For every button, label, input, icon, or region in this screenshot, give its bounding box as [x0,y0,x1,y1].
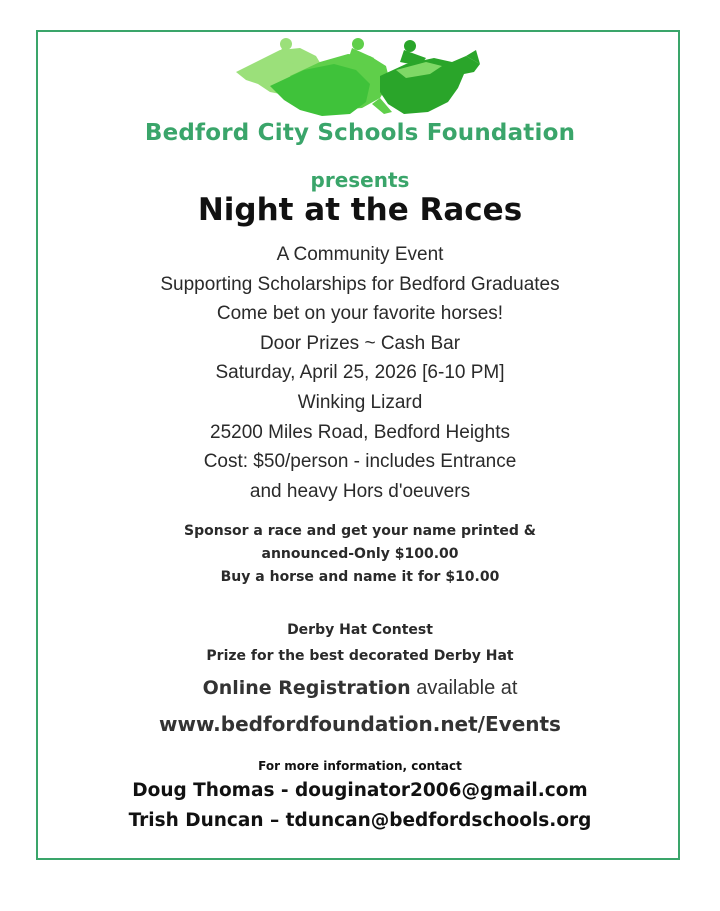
detail-line: Supporting Scholarships for Bedford Graduates [160,273,560,295]
venue-name: Winking Lizard [297,391,423,413]
cost-line-continued: and heavy Hors d'oeuvers [249,480,471,502]
sponsor-line: announced-Only $100.00 [261,546,459,562]
derby-hat-contest [0,617,720,669]
venue-address: 25200 Miles Road, Bedford Heights [210,421,510,443]
event-details [0,240,720,506]
detail-line: Come bet on your favorite horses! [216,303,504,325]
event-date: Saturday, April 25, 2026 [6-10 PM] [215,362,505,384]
detail-line: A Community Event [276,244,444,265]
more-info-label: For more information, contact [258,759,462,773]
online-registration [0,677,720,700]
sponsor-line: Sponsor a race and get your name printed & [184,523,536,539]
registration-bold: Online Registration [202,677,411,699]
contact-trish-duncan: Trish Duncan – tduncan@bedfordschools.org [128,810,592,831]
organization-name: Bedford City Schools Foundation [144,120,576,146]
registration-url: www.bedfordfoundation.net/Events [159,712,561,736]
event-title: Night at the Races [197,192,523,228]
contact-doug-thomas: Doug Thomas - douginator2006@gmail.com [132,780,588,801]
detail-line: Door Prizes ~ Cash Bar [259,332,461,354]
sponsor-info [0,520,720,589]
derby-line: Derby Hat Contest [287,622,433,638]
derby-line: Prize for the best decorated Derby Hat [206,648,514,664]
presents-label: presents [310,168,410,192]
cost-line: Cost: $50/person - includes Entrance [203,451,517,473]
racing-horses-icon [230,36,492,116]
registration-rest: available at [410,677,518,699]
sponsor-line: Buy a horse and name it for $10.00 [220,569,500,585]
